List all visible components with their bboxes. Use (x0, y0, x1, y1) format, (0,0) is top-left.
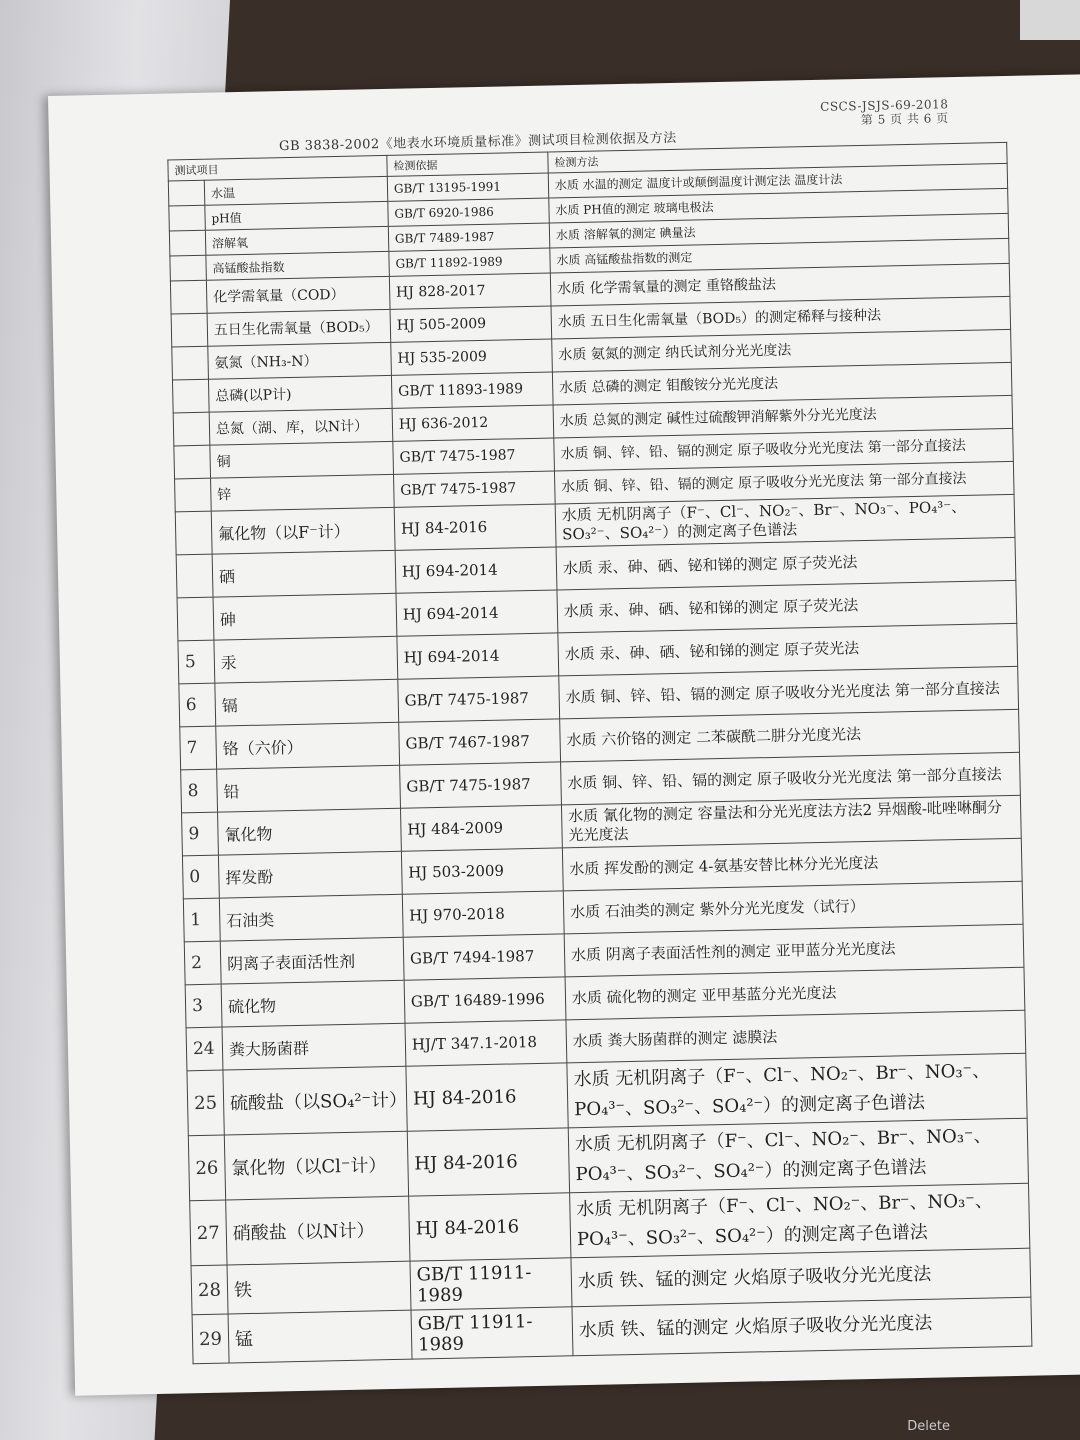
test-basis: GB/T 11911-1989 (410, 1258, 572, 1310)
test-item: 硝酸盐（以N计） (226, 1196, 410, 1265)
test-item: 硒 (212, 550, 396, 597)
test-item: 五日生化需氧量（BOD₅） (207, 309, 391, 346)
row-number (174, 445, 211, 479)
test-basis: HJ 503-2009 (401, 848, 563, 894)
test-basis: HJ 484-2009 (400, 805, 562, 851)
test-basis: HJ 535-2009 (391, 339, 553, 375)
test-basis: GB/T 7475-1987 (393, 438, 555, 474)
keyboard-delete-key: Delete (907, 1419, 950, 1434)
test-basis: GB/T 7475-1987 (393, 471, 555, 507)
test-basis: GB/T 7467-1987 (399, 719, 561, 765)
test-method: 水质 总氮的测定 碱性过硫酸钾消解紫外分光光度法 (553, 395, 1013, 438)
test-method: 水质 硫化物的测定 亚甲基蓝分光光度法 (565, 967, 1025, 1020)
column-header-item: 测试项目 (168, 155, 387, 181)
test-item: 砷 (213, 593, 397, 640)
row-number: 8 (181, 769, 218, 813)
test-method: 水质 六价铬的测定 二苯碳酰二肼分光度光法 (560, 709, 1020, 762)
row-number (168, 180, 204, 206)
test-basis: GB/T 13195-1991 (387, 173, 548, 201)
test-item: 总磷(以P计) (208, 375, 392, 412)
test-method: 水质 无机阴离子（F⁻、Cl⁻、NO₂⁻、Br⁻、NO₃⁻、PO₄³⁻、SO₃²⁻、SO₄²⁻）的测定离子色谱法 (569, 1183, 1029, 1258)
test-basis: GB/T 16489-1996 (404, 977, 566, 1023)
row-number (169, 205, 205, 231)
test-basis: GB/T 7475-1987 (399, 762, 561, 808)
test-method: 水质 汞、砷、硒、铋和锑的测定 原子荧光法 (557, 580, 1017, 633)
column-header-method: 检测方法 (548, 142, 1007, 173)
row-number: 29 (192, 1314, 229, 1364)
test-item: 总氮（湖、库，以N计） (209, 408, 393, 445)
row-number (175, 511, 212, 555)
test-basis: HJ 84-2016 (407, 1128, 569, 1196)
row-number: 27 (190, 1200, 227, 1266)
test-method: 水质 五日生化需氧量（BOD₅）的测定稀释与接种法 (551, 296, 1011, 339)
test-item: 硫酸盐（以SO₄²⁻计） (223, 1066, 407, 1135)
test-method: 水质 无机阴离子（F⁻、Cl⁻、NO₂⁻、Br⁻、NO₃⁻、PO₄³⁻、SO₃²⁻、SO₄²⁻）的测定离子色谱法 (555, 494, 1015, 547)
row-number: 26 (188, 1135, 225, 1201)
test-item: 高锰酸盐指数 (206, 251, 389, 280)
table-body (168, 163, 1032, 1363)
test-basis: HJ 694-2014 (397, 633, 559, 679)
row-number: 28 (191, 1265, 228, 1315)
test-item: 铜 (210, 441, 394, 478)
test-item: 挥发酚 (218, 851, 402, 898)
row-number (169, 230, 205, 256)
column-header-basis: 检测依据 (387, 152, 548, 176)
test-method: 水质 化学需氧量的测定 重铬酸盐法 (550, 263, 1010, 306)
test-method: 水质 粪大肠菌群的测定 滤膜法 (566, 1010, 1026, 1063)
test-method: 水质 铜、锌、铅、镉的测定 原子吸收分光光度法 第一部分直接法 (560, 752, 1020, 805)
test-method: 水质 铁、锰的测定 火焰原子吸收分光光度法 (571, 1248, 1031, 1307)
test-method: 水质 氨氮的测定 纳氏试剂分光光度法 (552, 329, 1012, 372)
row-number: 6 (179, 683, 216, 727)
row-number (172, 346, 209, 380)
row-number: 0 (182, 855, 219, 899)
test-method: 水质 水温的测定 温度计或颠倒温度计测定法 温度计法 (548, 163, 1008, 198)
row-number (170, 280, 207, 314)
test-method: 水质 无机阴离子（F⁻、Cl⁻、NO₂⁻、Br⁻、NO₃⁻、PO₄³⁻、SO₃²⁻、SO₄²⁻）的测定离子色谱法 (567, 1053, 1027, 1128)
test-item: 水温 (204, 176, 387, 205)
background-object (1020, 0, 1080, 40)
test-item: 铅 (217, 765, 401, 812)
test-item: 镉 (215, 679, 399, 726)
document-page (48, 74, 1080, 1396)
test-method: 水质 PH值的测定 玻璃电极法 (549, 188, 1009, 223)
test-item: 氟化物（以F⁻计） (211, 507, 395, 554)
test-method: 水质 汞、砷、硒、铋和锑的测定 原子荧光法 (558, 623, 1018, 676)
test-item: 粪大肠菌群 (222, 1023, 406, 1070)
test-method: 水质 铜、锌、铅、镉的测定 原子吸收分光光度法 第一部分直接法 (554, 428, 1014, 471)
test-method: 水质 高锰酸盐指数的测定 (550, 238, 1010, 273)
test-basis: HJ 505-2009 (390, 306, 552, 342)
test-method: 水质 阴离子表面活性剂的测定 亚甲蓝分光光度法 (564, 924, 1024, 977)
test-basis: GB/T 11893-1989 (391, 372, 553, 408)
test-item: 阴离子表面活性剂 (220, 937, 404, 984)
test-method: 水质 无机阴离子（F⁻、Cl⁻、NO₂⁻、Br⁻、NO₃⁻、PO₄³⁻、SO₃²⁻、SO₄²⁻）的测定离子色谱法 (568, 1118, 1028, 1193)
test-basis: HJ 84-2016 (406, 1063, 568, 1131)
test-basis: HJ 636-2012 (392, 405, 554, 441)
test-item: 铬（六价） (216, 722, 400, 769)
page-info: 第 5 页 共 6 页 (860, 111, 949, 127)
test-basis: GB/T 11911-1989 (411, 1307, 573, 1359)
test-basis: HJ 828-2017 (389, 273, 551, 309)
test-method: 水质 溶解氧的测定 碘量法 (549, 213, 1009, 248)
test-method: 水质 铜、锌、铅、镉的测定 原子吸收分光光度法 第一部分直接法 (559, 666, 1019, 719)
test-method: 水质 铜、锌、铅、镉的测定 原子吸收分光光度法 第一部分直接法 (554, 461, 1014, 504)
test-basis: HJ 970-2018 (402, 891, 564, 937)
methods-table (167, 142, 1032, 1364)
test-basis: GB/T 7475-1987 (398, 676, 560, 722)
test-basis: HJ 694-2014 (396, 590, 558, 636)
test-basis: HJ/T 347.1-2018 (405, 1020, 567, 1066)
row-number: 5 (178, 640, 215, 684)
row-number: 3 (185, 984, 222, 1028)
doc-title: GB 3838-2002《地表水环境质量标准》测试项目检测依据及方法 (278, 130, 677, 155)
row-number (177, 597, 214, 641)
test-basis: HJ 694-2014 (395, 547, 557, 593)
row-number (175, 478, 212, 512)
doc-code: CSCS-JSJS-69-2018 (820, 97, 949, 114)
test-item: 溶解氧 (205, 226, 388, 255)
test-basis: HJ 84-2016 (409, 1193, 571, 1261)
test-item: 铁 (227, 1261, 411, 1314)
test-basis: GB/T 7494-1987 (403, 934, 565, 980)
test-item: pH值 (205, 201, 388, 230)
test-basis: GB/T 7489-1987 (388, 223, 549, 251)
row-number (176, 554, 213, 598)
row-number: 1 (183, 898, 220, 942)
test-method: 水质 氰化物的测定 容量法和分光光度法方法2 异烟酸-吡唑啉酮分光光度法 (561, 795, 1021, 848)
row-number (173, 412, 210, 446)
row-number (171, 313, 208, 347)
doc-header-code (820, 97, 949, 128)
test-basis: HJ 84-2016 (394, 504, 556, 550)
test-item: 氯化物（以Cl⁻计） (224, 1131, 408, 1200)
test-method: 水质 总磷的测定 钼酸铵分光光度法 (552, 362, 1012, 405)
row-number: 2 (184, 941, 221, 985)
test-method: 水质 汞、砷、硒、铋和锑的测定 原子荧光法 (556, 537, 1016, 590)
test-method: 水质 石油类的测定 紫外分光光度发（试行） (563, 881, 1023, 934)
test-item: 石油类 (219, 894, 403, 941)
test-basis: GB/T 6920-1986 (388, 198, 549, 226)
row-number (172, 379, 209, 413)
test-item: 锌 (210, 474, 394, 511)
test-item: 化学需氧量（COD） (206, 276, 390, 313)
test-item: 汞 (214, 636, 398, 683)
test-item: 锰 (228, 1310, 412, 1363)
row-number: 24 (186, 1027, 223, 1071)
test-item: 氰化物 (217, 808, 401, 855)
row-number: 9 (182, 812, 219, 856)
row-number (170, 255, 206, 281)
test-item: 硫化物 (221, 980, 405, 1027)
test-method: 水质 挥发酚的测定 4-氨基安替比林分光光度法 (562, 838, 1022, 891)
test-item: 氨氮（NH₃-N） (208, 342, 392, 379)
row-number: 7 (180, 726, 217, 770)
test-basis: GB/T 11892-1989 (389, 248, 550, 276)
row-number: 25 (187, 1070, 224, 1136)
test-method: 水质 铁、锰的测定 火焰原子吸收分光光度法 (572, 1297, 1032, 1356)
